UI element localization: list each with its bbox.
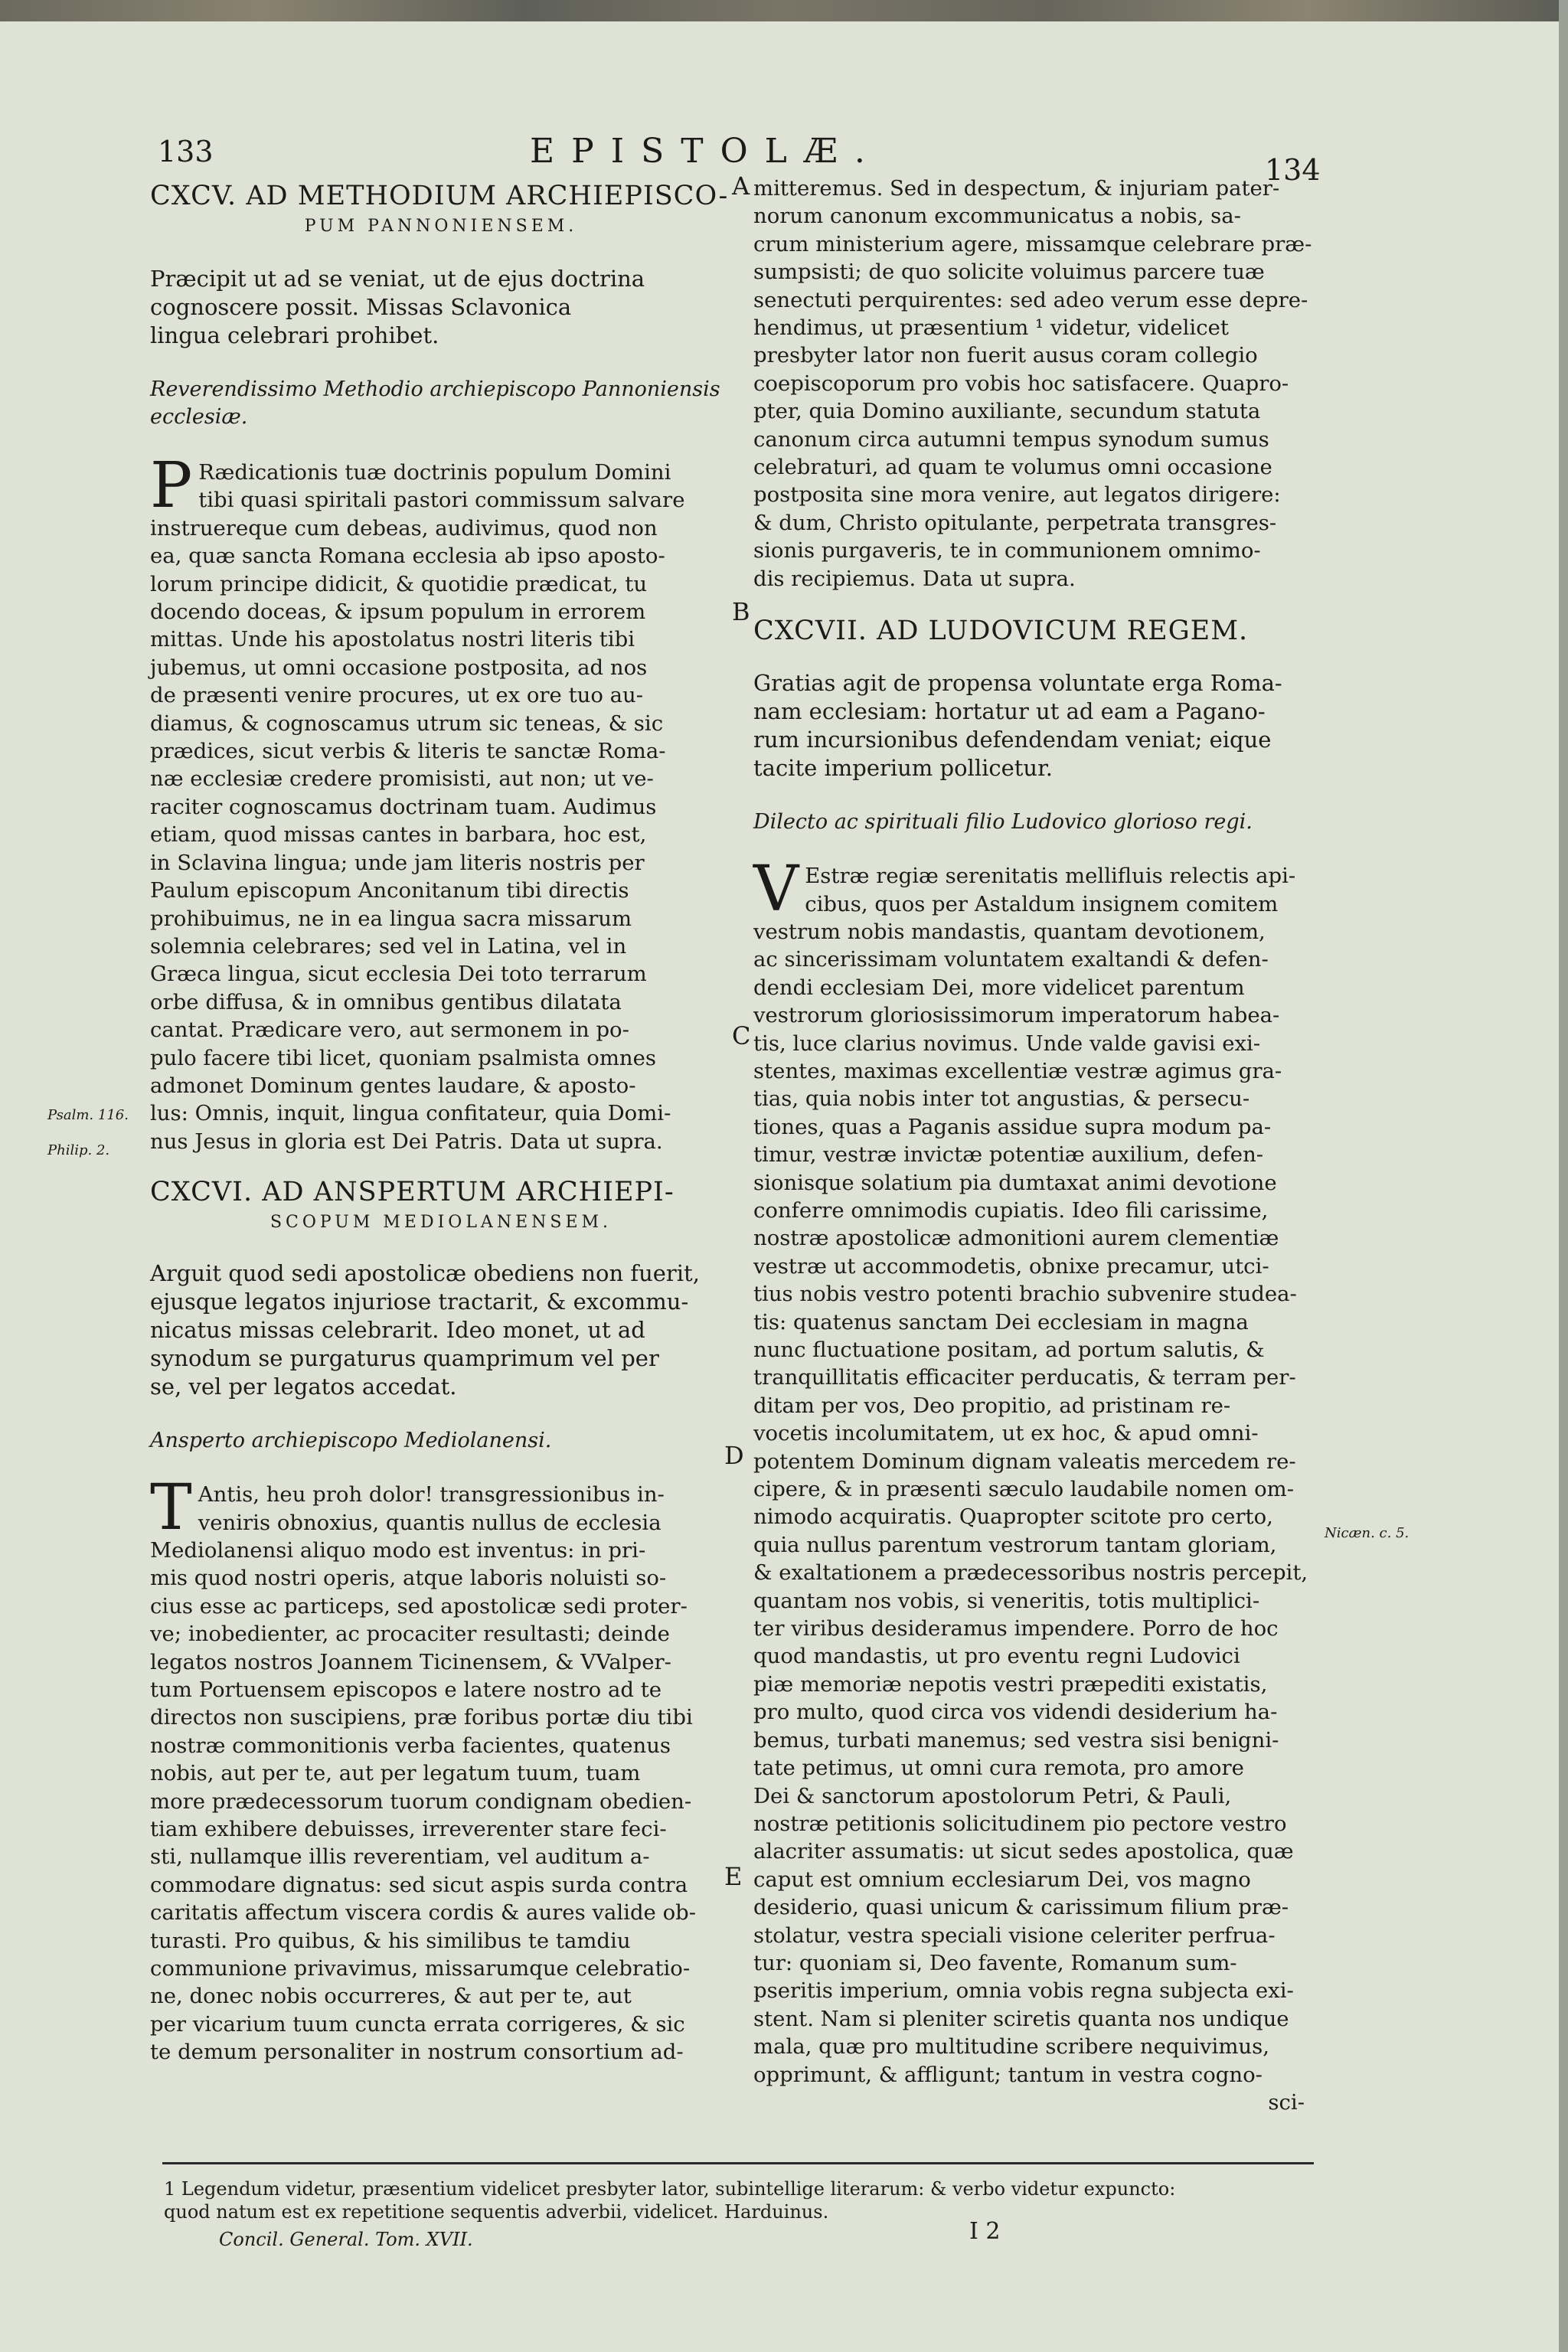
margin-note-nicaen: Nicæn. c. 5. <box>1325 1525 1410 1541</box>
text-line: ea, quæ sancta Romana ecclesia ab ipso aposto- <box>150 544 665 569</box>
text-line: mittas. Unde his apostolatus nostri literis tibi <box>150 627 635 652</box>
summary-line: Gratias agit de propensa voluntate erga Roma- <box>753 670 1282 697</box>
text-line: conferre omnimodis cupiatis. Ideo fili carissime, <box>753 1197 1269 1223</box>
text-line: more prædecessorum tuorum condignam obedien- <box>150 1788 692 1814</box>
text-line: de præsenti venire procures, ut ex ore tuo au- <box>150 683 644 708</box>
text-line: tis: quatenus sanctam Dei ecclesiam in magna <box>753 1309 1249 1334</box>
text-line: opprimunt, & affligunt; tantum in vestra cogno- <box>753 2062 1263 2087</box>
text-line: sionisque solatium pia dumtaxat animi devotione <box>753 1170 1277 1195</box>
footnote-rule <box>162 2162 1314 2164</box>
text-line: veniris obnoxius, quantis nullus de ecclesia <box>198 1510 662 1535</box>
text-line: per vicarium tuum cuncta errata corrigeres, & sic <box>150 2011 685 2037</box>
summary-line: nam ecclesiam: hortatur ut ad eam a Pagano- <box>753 698 1266 725</box>
summary-line: synodum se purgaturus quamprimum vel per <box>150 1345 659 1372</box>
letter-196-title-cont-wrap <box>150 1207 732 1238</box>
text-line: nostræ petitionis solicitudinem pio pectore vestro <box>753 1811 1287 1836</box>
salutation: Ansperto archiepiscopo Mediolanensi. <box>150 1429 552 1453</box>
text-line: dendi ecclesiam Dei, more videlicet parentum <box>753 975 1245 1000</box>
letter-197-body <box>753 853 1335 2089</box>
running-title: EPISTOLÆ. <box>530 132 882 171</box>
text-line: tur: quoniam si, Deo favente, Romanum sum- <box>753 1950 1237 1975</box>
text-line: pseritis imperium, omnia vobis regna subjecta exi- <box>753 1978 1294 2004</box>
letter-196 <box>150 1177 732 2066</box>
text-line: vestrorum gloriosissimorum imperatorum habea- <box>753 1003 1280 1028</box>
text-line: Rædicationis tuæ doctrinis populum Domini <box>198 460 671 485</box>
text-line: cius esse ac particeps, sed apostolicæ sedi proter- <box>150 1593 688 1619</box>
text-line: mis quod nostri operis, atque laboris noluisti so- <box>150 1566 667 1591</box>
text-line: Dei & sanctorum apostolorum Petri, & Pauli, <box>753 1783 1232 1808</box>
text-line: nostræ commonitionis verba facientes, quatenus <box>150 1733 671 1758</box>
summary-line: Arguit quod sedi apostolicæ obediens non fuerit, <box>150 1260 700 1287</box>
text-line: desiderio, quasi unicum & carissimum filium præ- <box>753 1895 1289 1920</box>
text-line: tiam exhibere debuisses, irreverenter stare feci- <box>150 1817 667 1842</box>
text-line: orbe diffusa, & in omnibus gentibus dilatata <box>150 989 622 1014</box>
text-line: commodare dignatus: sed sicut aspis surda contra <box>150 1872 688 1897</box>
summary-line: nicatus missas celebrarit. Ideo monet, ut ad <box>150 1317 645 1344</box>
text-line: tibi quasi spiritali pastori commissum salvare <box>198 488 685 513</box>
text-line: sionis purgaveris, te in communionem omnimo- <box>753 538 1261 564</box>
scan-right-edge <box>1559 0 1568 2352</box>
letter-195-title-cont-wrap <box>150 211 732 242</box>
text-line: stolatur, vestra speciali visione celeriter perfrua- <box>753 1922 1276 1948</box>
letter-195-title-cont: PUM PANNONIENSEM. <box>304 217 578 236</box>
volume-label: Concil. General. Tom. XVII. <box>219 2229 473 2250</box>
text-line: instruereque cum debeas, audivimus, quod non <box>150 515 658 541</box>
text-line: bemus, turbati manemus; sed vestra sisi benigni- <box>753 1727 1279 1753</box>
text-line: prædices, sicut verbis & literis te sanctæ Roma- <box>150 739 666 764</box>
text-line: ve; inobedienter, ac procaciter resultasti; deinde <box>150 1622 670 1647</box>
summary-line: Præcipit ut ad se veniat, ut de ejus doctrina <box>150 266 645 292</box>
text-line: nimodo acquiratis. Quapropter scitote pro certo, <box>753 1504 1273 1530</box>
text-line: raciter cognoscamus doctrinam tuam. Audimus <box>150 794 657 819</box>
text-line: mitteremus. Sed in despectum, & injuriam pater- <box>753 176 1280 201</box>
text-line: admonet Dominum gentes laudare, & aposto- <box>150 1073 636 1098</box>
letter-196-title: CXCVI. AD ANSPERTUM ARCHIEPI- <box>150 1177 675 1208</box>
text-line: solemnia celebrares; sed vel in Latina, vel in <box>150 933 627 959</box>
text-line: ter viribus desideramus impendere. Porro de hoc <box>753 1616 1279 1642</box>
text-line: stent. Nam si pleniter sciretis quanta nos undique <box>753 2006 1289 2031</box>
text-line: tum Portuensem episcopos e latere nostro ad te <box>150 1677 662 1702</box>
text-line: potentem Dominum dignam valeatis mercedem re- <box>753 1449 1296 1474</box>
text-line: Estræ regiæ serenitatis mellifluis relectis api- <box>805 864 1296 889</box>
signature-mark: I 2 <box>969 2218 1001 2245</box>
letter-195 <box>150 181 732 1155</box>
margin-note-philip: Philip. 2. <box>47 1142 110 1158</box>
footnote-line-1: 1 Legendum videtur, præsentium videlicet presbyter lator, subintellige literarum: & verbo videtur expuncto: <box>164 2178 1176 2200</box>
text-line: pter, quia Domino auxiliante, secundum statuta <box>753 399 1261 424</box>
salutation: Dilecto ac spirituali filio Ludovico glorioso regi. <box>753 810 1253 835</box>
text-line: diamus, & cognoscamus utrum sic teneas, & sic <box>150 710 664 736</box>
text-line: postposita sine mora venire, aut legatos dirigere: <box>753 482 1281 508</box>
summary-line: ejusque legatos injuriose tractarit, & excommu- <box>150 1289 689 1315</box>
text-line: cipere, & in præsenti sæculo laudabile nomen om- <box>753 1477 1295 1502</box>
text-line: docendo doceas, & ipsum populum in errorem <box>150 599 646 625</box>
summary-line: cognoscere possit. Missas Sclavonica <box>150 294 572 320</box>
text-line: tius nobis vestro potenti brachio subvenire studea- <box>753 1282 1297 1307</box>
text-line: tate petimus, ut omni cura remota, pro amore <box>753 1756 1244 1781</box>
text-line: ac sincerissimam voluntatem exaltandi & defen- <box>753 947 1269 972</box>
text-line: vocetis incolumitatem, ut ex hoc, & apud omni- <box>753 1421 1259 1446</box>
margin-letter-d: D <box>724 1441 744 1470</box>
letter-196-continuation <box>753 175 1335 593</box>
margin-note-psalm: Psalm. 116. <box>47 1107 129 1123</box>
text-line: quod mandastis, ut pro eventu regni Ludovici <box>753 1644 1240 1669</box>
text-line: & exaltationem a prædecessoribus nostris percepit, <box>753 1560 1308 1586</box>
summary-line: rum incursionibus defendendam veniat; eique <box>753 727 1272 753</box>
text-line: coepiscoporum pro vobis hoc satisfacere. Quapro- <box>753 371 1289 396</box>
text-line: nus Jesus in gloria est Dei Patris. Data ut supra. <box>150 1129 663 1154</box>
salutation-line: Reverendissimo Methodio archiepiscopo Pannoniensis <box>150 377 720 401</box>
letter-196-body <box>150 1472 732 2066</box>
text-line: celebraturi, ad quam te volumus omni occasione <box>753 455 1272 480</box>
text-line: norum canonum excommunicatus a nobis, sa- <box>753 204 1241 229</box>
letter-196-summary <box>150 1259 732 1401</box>
margin-letter-e: E <box>724 1862 743 1891</box>
text-line: ditam per vos, Deo propitio, ad pristinam re- <box>753 1393 1231 1418</box>
letter-197-summary <box>753 669 1335 782</box>
text-line: ne, donec nobis occurreres, & aut per te, aut <box>150 1984 632 2009</box>
text-line: Græca lingua, sicut ecclesia Dei toto terrarum <box>150 962 647 987</box>
salutation-line: ecclesiæ. <box>150 405 248 429</box>
text-line: in Sclavina lingua; unde jam literis nostris per <box>150 850 645 875</box>
summary-line: se, vel per legatos accedat. <box>150 1374 457 1400</box>
text-line: piæ memoriæ nepotis vestri præpediti existatis, <box>753 1671 1268 1697</box>
text-line: prohibuimus, ne in ea lingua sacra missarum <box>150 906 632 931</box>
text-line: caput est omnium ecclesiarum Dei, vos magno <box>753 1867 1251 1892</box>
text-line: senectuti perquirentes: sed adeo verum esse depre- <box>753 287 1308 312</box>
text-line: sumpsisti; de quo solicite voluimus parcere tuæ <box>753 260 1265 285</box>
text-line: lorum principe didicit, & quotidie prædicat, tu <box>150 571 648 596</box>
letter-195-body <box>150 449 732 1155</box>
text-line: cantat. Prædicare vero, aut sermonem in po- <box>150 1018 629 1043</box>
text-line: pulo facere tibi licet, quoniam psalmista omnes <box>150 1045 657 1070</box>
letter-197 <box>753 616 1335 2116</box>
text-line: stentes, maximas excellentiæ vestræ agimus gra- <box>753 1058 1282 1083</box>
left-column <box>150 181 732 2066</box>
text-line: alacriter assumatis: ut sicut sedes apostolica, quæ <box>753 1839 1294 1864</box>
drop-cap: T <box>150 1472 192 1545</box>
drop-cap: P <box>150 449 193 522</box>
margin-letter-a: A <box>732 172 750 201</box>
footnote-line-2: quod natum est ex repetitione sequentis adverbii, videlicet. Harduinus. <box>164 2201 829 2223</box>
text-line: dis recipiemus. Data ut supra. <box>753 566 1076 591</box>
text-line: communione privavimus, missarumque celebratio- <box>150 1956 691 1981</box>
text-line: & dum, Christo opitulante, perpetrata transgres- <box>753 510 1277 535</box>
right-page-number: 134 <box>1265 153 1321 187</box>
text-line: næ ecclesiæ credere promisisti, aut non; ut ve- <box>150 766 654 792</box>
text-line: tias, quia nobis inter tot angustias, & persecu- <box>753 1086 1250 1112</box>
text-line: canonum circa autumni tempus synodum sumus <box>753 426 1269 452</box>
text-line: presbyter lator non fuerit ausus coram collegio <box>753 343 1258 368</box>
text-line: Paulum episcopum Anconitanum tibi directis <box>150 878 629 903</box>
text-line: tis, luce clarius novimus. Unde valde gavisi exi- <box>753 1031 1261 1056</box>
drop-cap: V <box>753 853 799 926</box>
text-line: legatos nostros Joannem Ticinensem, & VValper- <box>150 1649 671 1674</box>
letter-197-title: CXCVII. AD LUDOVICUM REGEM. <box>753 616 1249 647</box>
left-page-number: 133 <box>158 135 214 168</box>
text-line: quia nullus parentum vestrorum tantam gloriam, <box>753 1532 1277 1557</box>
text-line: caritatis affectum viscera cordis & aures valide ob- <box>150 1900 697 1926</box>
text-line: jubemus, ut omni occasione postposita, ad nos <box>150 655 648 680</box>
scan-top-edge <box>0 0 1568 21</box>
text-line: cibus, quos per Astaldum insignem comitem <box>805 891 1279 916</box>
text-line: lus: Omnis, inquit, lingua confitateur, quia Domi- <box>150 1101 671 1126</box>
summary-line: tacite imperium pollicetur. <box>753 755 1054 782</box>
text-line: turasti. Pro quibus, & his similibus te tamdiu <box>150 1928 631 1953</box>
text-line: vestrum nobis mandastis, quantam devotionem, <box>753 919 1266 944</box>
text-line: nunc fluctuatione positam, ad portum salutis, & <box>753 1338 1265 1362</box>
text-line: pro multo, quod circa vos videndi desiderium ha- <box>753 1700 1278 1725</box>
text-line: tranquillitatis efficaciter perducatis, & terram per- <box>753 1365 1296 1390</box>
text-line: te demum personaliter in nostrum consortium ad- <box>150 2040 684 2065</box>
text-line: quantam nos vobis, si veneritis, totis multiplici- <box>753 1588 1260 1613</box>
text-line: vestræ ut accommodetis, obnixe precamur, utci- <box>753 1253 1269 1279</box>
letter-195-title: CXCV. AD METHODIUM ARCHIEPISCO- <box>150 181 729 211</box>
text-line: crum ministerium agere, missamque celebrare præ- <box>753 231 1312 256</box>
text-line: sti, nullamque illis reverentiam, vel auditum a- <box>150 1844 650 1870</box>
text-line: timur, vestræ invictæ potentiæ auxilium, defen- <box>753 1142 1264 1168</box>
summary-line: lingua celebrari prohibet. <box>150 322 439 348</box>
text-line: nobis, aut per te, aut per legatum tuum, tuam <box>150 1761 641 1786</box>
text-line: Antis, heu proh dolor! transgressionibus in- <box>198 1482 665 1508</box>
margin-letter-b: B <box>732 597 750 626</box>
text-line: directos non suscipiens, præ foribus portæ diu tibi <box>150 1705 693 1730</box>
text-line: Mediolanensi aliquo modo est inventus: in pri- <box>150 1537 646 1563</box>
letter-196-title-cont: SCOPUM MEDIOLANENSEM. <box>270 1213 612 1233</box>
catchword: sci- <box>1268 2089 1305 2115</box>
margin-letter-c: C <box>732 1021 751 1050</box>
text-line: etiam, quod missas cantes in barbara, hoc est, <box>150 822 647 848</box>
text-line: tiones, quas a Paganis assidue supra modum pa- <box>753 1114 1272 1139</box>
text-line: mala, quæ pro multitudine scribere nequivimus, <box>753 2034 1269 2060</box>
text-line: hendimus, ut præsentium ¹ videtur, videlicet <box>753 315 1229 341</box>
text-line: nostræ apostolicæ admonitioni aurem clementiæ <box>753 1226 1279 1251</box>
right-column <box>753 175 1335 2116</box>
